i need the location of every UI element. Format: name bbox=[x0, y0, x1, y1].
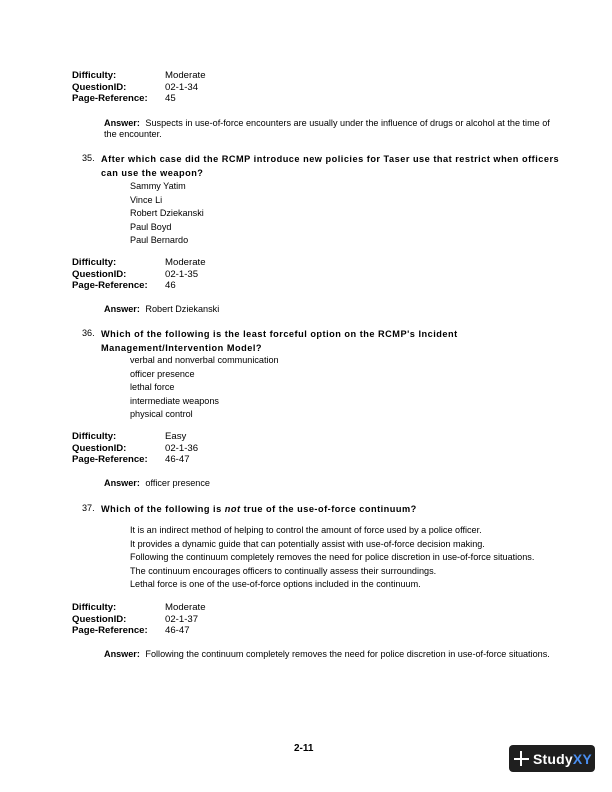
question-number: 37. bbox=[82, 503, 95, 513]
option: It provides a dynamic guide that can potentially assist with use-of-force decision making. bbox=[130, 538, 485, 549]
plus-icon bbox=[509, 745, 533, 772]
difficulty-value: Easy bbox=[165, 431, 187, 442]
page-reference-label: Page-Reference: bbox=[72, 280, 148, 291]
difficulty-value: Moderate bbox=[165, 257, 206, 268]
question-text-emphasis: not bbox=[224, 504, 241, 514]
question-text-after: true of the use-of-force continuum? bbox=[243, 504, 417, 514]
question-34-answer bbox=[104, 118, 564, 141]
option: lethal force bbox=[130, 382, 175, 392]
page-reference-label: Page-Reference: bbox=[72, 625, 148, 636]
option: Sammy Yatim bbox=[130, 181, 186, 191]
question-37-answer bbox=[104, 649, 564, 660]
difficulty-label: Difficulty: bbox=[72, 70, 117, 81]
question-37-metadata bbox=[72, 602, 206, 637]
answer-label: Answer: bbox=[104, 478, 140, 488]
page-reference-label: Page-Reference: bbox=[72, 454, 148, 465]
question-id-label: QuestionID: bbox=[72, 613, 127, 625]
page-reference-value: 45 bbox=[165, 93, 176, 104]
question-35-metadata bbox=[72, 257, 206, 292]
question-id-label: QuestionID: bbox=[72, 268, 127, 280]
question-34-metadata bbox=[72, 70, 206, 105]
page-reference-label: Page-Reference: bbox=[72, 93, 148, 104]
difficulty-label: Difficulty: bbox=[72, 257, 117, 268]
answer-label: Answer: bbox=[104, 649, 140, 659]
difficulty-label: Difficulty: bbox=[72, 431, 117, 442]
page-reference-value: 46 bbox=[165, 280, 176, 291]
answer-text: officer presence bbox=[145, 478, 210, 488]
option: Vince Li bbox=[130, 194, 163, 205]
option: intermediate weapons bbox=[130, 395, 219, 406]
page-number: 2-11 bbox=[294, 743, 314, 754]
option: Paul Bernardo bbox=[130, 235, 189, 245]
answer-label: Answer: bbox=[104, 118, 140, 128]
question-36-text: Which of the following is the least forceful option on the RCMP's Incident Management/Intervention Model? bbox=[101, 329, 458, 353]
question-36-metadata bbox=[72, 431, 198, 466]
brand-xy: XY bbox=[572, 750, 592, 767]
difficulty-label: Difficulty: bbox=[72, 602, 117, 613]
question-id-label: QuestionID: bbox=[72, 442, 127, 454]
question-id-value: 02-1-36 bbox=[165, 442, 199, 454]
question-36-answer bbox=[104, 478, 564, 489]
option: officer presence bbox=[130, 368, 195, 379]
option: verbal and nonverbal communication bbox=[130, 355, 279, 365]
question-id-label: QuestionID: bbox=[72, 81, 127, 93]
studyxy-logo bbox=[533, 751, 592, 767]
studyxy-badge[interactable] bbox=[509, 745, 595, 772]
question-37-text bbox=[101, 502, 561, 516]
page-reference-value: 46-47 bbox=[165, 454, 190, 465]
difficulty-value: Moderate bbox=[165, 70, 206, 81]
question-id-value: 02-1-34 bbox=[165, 81, 199, 93]
question-id-value: 02-1-35 bbox=[165, 268, 199, 280]
question-id-value: 02-1-37 bbox=[165, 613, 199, 625]
option: It is an indirect method of helping to control the amount of force used by a police officer. bbox=[130, 525, 482, 535]
answer-label: Answer: bbox=[104, 304, 140, 314]
option: physical control bbox=[130, 409, 193, 419]
question-35-options bbox=[130, 180, 204, 248]
question-number: 36. bbox=[82, 328, 95, 338]
question-36-options bbox=[130, 354, 279, 422]
question-37-options bbox=[130, 524, 534, 592]
brand-study: Study bbox=[533, 750, 573, 767]
difficulty-value: Moderate bbox=[165, 602, 206, 613]
question-number: 35. bbox=[82, 153, 95, 163]
question-text-before: Which of the following is bbox=[101, 504, 222, 514]
question-35-text: After which case did the RCMP introduce new policies for Taser use that restrict when officers can use the weapon? bbox=[101, 154, 560, 178]
answer-text: Suspects in use-of-force encounters are usually under the influence of drugs or alcohol at the time of the encounter. bbox=[104, 118, 550, 140]
answer-text: Following the continuum completely removes the need for police discretion in use-of-force situations. bbox=[145, 649, 550, 659]
option: Lethal force is one of the use-of-force options included in the continuum. bbox=[130, 579, 421, 589]
option: Following the continuum completely removes the need for police discretion in use-of-force situations. bbox=[130, 552, 535, 562]
option: Paul Boyd bbox=[130, 221, 172, 232]
option: The continuum encourages officers to continually assess their surroundings. bbox=[130, 565, 437, 576]
option: Robert Dziekanski bbox=[130, 208, 204, 218]
question-35-answer bbox=[104, 304, 564, 315]
page-reference-value: 46-47 bbox=[165, 625, 190, 636]
answer-text: Robert Dziekanski bbox=[145, 304, 220, 314]
